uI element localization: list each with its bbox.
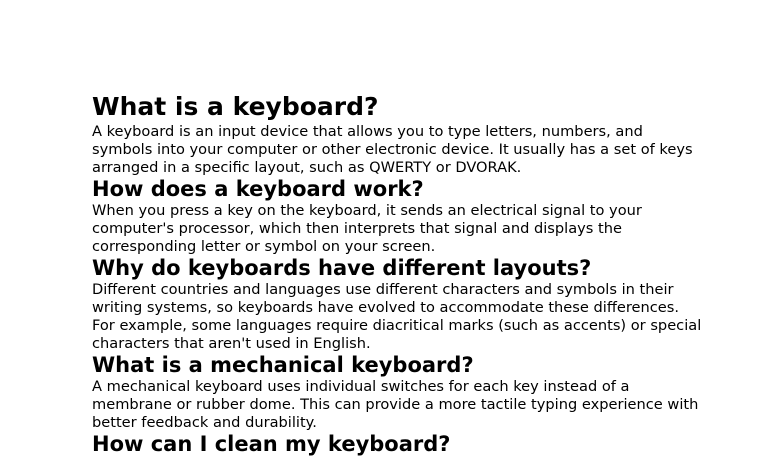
section-mechanical-keyboard	[92, 353, 702, 432]
section-body: When you press a key on the keyboard, it sends an electrical signal to your computer's processor, which then interprets that signal and displays the corresponding letter or symbol on your screen.	[92, 202, 642, 255]
section-heading: How can I clean my keyboard?	[92, 432, 451, 456]
section-heading: Why do keyboards have different layouts?	[92, 256, 592, 280]
section-how-keyboard-works	[92, 177, 702, 256]
section-heading: What is a mechanical keyboard?	[92, 353, 474, 377]
section-body: Different countries and languages use different characters and symbols in their writing systems, so keyboards have evolved to accommodate these differences. For example, some languages require diacritical marks (such as accents) or special characters that aren't used in English.	[92, 281, 702, 352]
section-what-is-keyboard	[92, 91, 702, 177]
section-clean-keyboard	[92, 432, 702, 457]
section-keyboard-layouts	[92, 256, 702, 353]
section-body: A mechanical keyboard uses individual switches for each key instead of a membrane or rubber dome. This can provide a more tactile typing experience with better feedback and durability.	[92, 378, 699, 431]
document-content	[92, 91, 702, 457]
section-body: A keyboard is an input device that allows you to type letters, numbers, and symbols into your computer or other electronic device. It usually has a set of keys arranged in a specific layout, such as QWERTY or DVORAK.	[92, 123, 693, 176]
section-heading: How does a keyboard work?	[92, 177, 424, 201]
section-heading: What is a keyboard?	[92, 92, 379, 121]
